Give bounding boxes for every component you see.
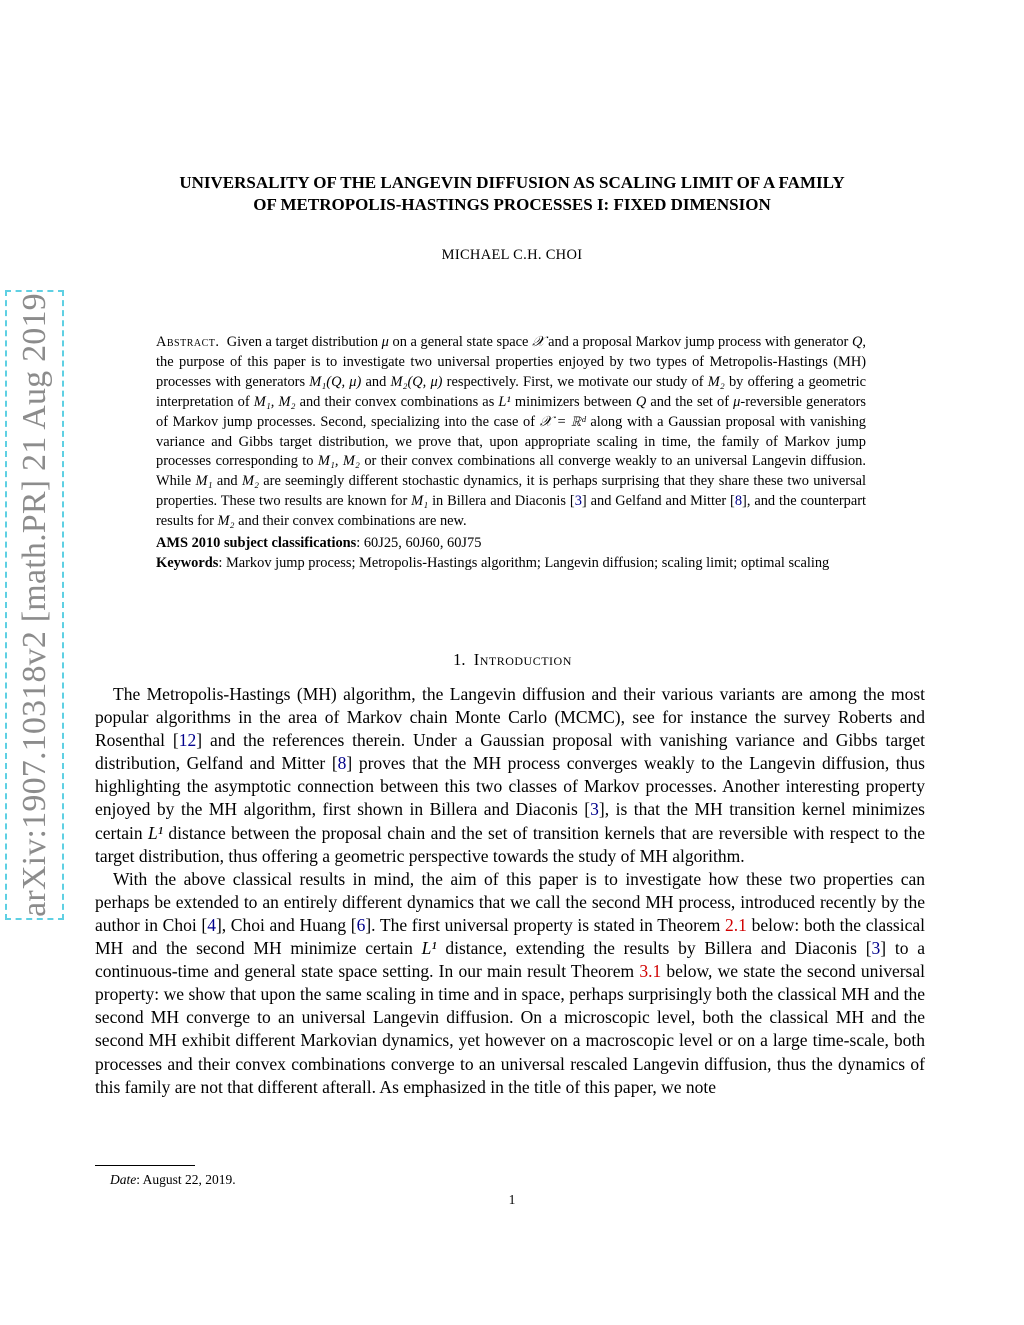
abstract-text-part: and a proposal Markov jump process with generator — [544, 334, 852, 350]
title-line-2: OF METROPOLIS-HASTINGS PROCESSES I: FIXED DIMENSION — [253, 195, 771, 214]
arxiv-identifier: arXiv:1907.10318v2 [math.PR] 21 Aug 2019 — [15, 293, 53, 917]
abstract-text-part: , the purpose of this paper is to investigate two universal properties enjoyed by two types of Metropolis-Hastings (MH) processes with generators — [156, 334, 866, 390]
abstract-text-part: and their convex combinations as — [295, 393, 499, 410]
math-generator-q: Q — [851, 334, 863, 350]
footnote — [110, 1172, 236, 1188]
text-run: ] to a continuous-time and general state space setting. In our main result Theorem — [95, 938, 926, 982]
keywords — [156, 554, 866, 574]
page-number: 1 — [508, 1192, 516, 1207]
citation-link[interactable]: 8 — [337, 753, 347, 774]
theorem-link[interactable]: 3.1 — [639, 961, 662, 982]
author: MICHAEL C.H. CHOI — [441, 247, 583, 263]
math-generator-q: Q — [635, 393, 647, 410]
math-m2: M₂ — [707, 373, 725, 390]
section-heading — [95, 650, 930, 670]
abstract-text-part: and their convex combinations are new. — [234, 513, 467, 530]
citation-link[interactable]: 4 — [207, 914, 216, 935]
arxiv-stamp — [5, 290, 64, 920]
keywords-value: : Markov jump process; Metropolis-Hastings algorithm; Langevin diffusion; scaling limit; optimal scaling — [218, 554, 830, 571]
section-title: Introduction — [473, 650, 572, 669]
citation-link[interactable]: 12 — [178, 730, 197, 751]
paragraph — [95, 868, 925, 1099]
abstract — [156, 333, 866, 574]
text-run: below: both the classical MH and the second MH minimize certain — [95, 914, 925, 959]
math-rd: 𝒳 = ℝᵈ — [539, 413, 586, 430]
math-m1: M₁ — [411, 493, 429, 510]
math-mu: μ — [381, 334, 389, 350]
math-state-space: 𝒳 — [532, 334, 545, 350]
abstract-label: Abstract. — [156, 334, 220, 350]
title-line-1: UNIVERSALITY OF THE LANGEVIN DIFFUSION AS SCALING LIMIT OF A FAMILY — [179, 173, 845, 192]
abstract-text-part: or their convex combinations all converge weakly to an universal Langevin diffusion. While — [156, 453, 866, 490]
footnote-value: : August 22, 2019. — [136, 1172, 236, 1187]
math-m2: M₂(Q, μ) — [390, 373, 443, 390]
citation-link[interactable]: 3 — [574, 493, 582, 510]
section-number: 1. — [453, 650, 466, 669]
abstract-text-part: on a general state space — [388, 334, 533, 350]
keywords-label: Keywords — [156, 554, 219, 571]
abstract-text-part: and the set of — [646, 393, 734, 410]
abstract-text-part: and — [361, 373, 391, 390]
citation-link[interactable]: 6 — [356, 914, 366, 935]
citation-link[interactable]: 3 — [590, 799, 599, 820]
text-run: ] and the references therein. Under a Gaussian proposal with vanishing variance and Gibbs target distribution, Gelfand and Mitter [ — [95, 730, 925, 774]
math-mu: μ — [733, 393, 741, 410]
abstract-text-part: Given a target distribution — [226, 334, 382, 350]
introduction-body — [95, 683, 925, 1099]
footnote-rule — [95, 1165, 195, 1166]
theorem-link[interactable]: 2.1 — [725, 914, 747, 935]
abstract-text-part: by offering a geometric interpretation of — [156, 373, 866, 410]
text-run: distance, extending the results by Billera and Diaconis [ — [436, 938, 872, 959]
abstract-text-part: and — [212, 473, 242, 490]
abstract-text-part: ] and Gelfand and Mitter [ — [581, 493, 735, 510]
citation-link[interactable]: 3 — [871, 938, 881, 959]
text-run: ], is that the MH transition kernel minimizes certain — [95, 799, 925, 843]
paper-title — [100, 172, 924, 216]
ams-value: : 60J25, 60J60, 60J75 — [356, 535, 482, 552]
abstract-text-part: -reversible generators of Markov jump processes. Second, specializing into the case of — [156, 393, 866, 430]
math-m2: M₂ — [217, 513, 235, 530]
text-run: ], Choi and Huang [ — [215, 914, 357, 935]
paragraph — [95, 683, 925, 868]
abstract-text-part: ], and the counterpart results for — [156, 493, 866, 530]
abstract-text — [156, 333, 866, 532]
math-m1-m2: M₁, M₂ — [317, 453, 360, 470]
text-run: The Metropolis-Hastings (MH) algorithm, the Langevin diffusion and their various variants are among the most popular algorithms in the area of Markov chain Monte Carlo (MCMC), see for instance the survey Roberts and Rosenthal [ — [95, 684, 925, 751]
abstract-text-part: in Billera and Diaconis [ — [428, 493, 575, 510]
footnote-label: Date — [110, 1172, 137, 1187]
citation-link[interactable]: 8 — [734, 493, 743, 510]
ams-label: AMS 2010 subject classifications — [156, 535, 357, 552]
text-run: With the above classical results in mind, the aim of this paper is to investigate how these two properties can perhaps be extended to an entirely different dynamics that we call the second MH process, introduced recently by the author in Choi [ — [95, 868, 925, 935]
math-m1: M₁(Q, μ) — [309, 373, 362, 390]
text-run: below, we state the second universal property: we show that upon the same scaling in time and in space, perhaps surprisingly both the classical MH and the second MH converge to an universal Langevin diffusion. On a microscopic level, both the classical MH and the second MH exhibit different Markovian dynamics, yet however on a macroscopic level or on a large time-scale, both processes and their convex combinations converge to an universal rescaled Langevin diffusion, thus the dynamics of this family are not that different afterall. As emphasized in the title of this paper, we note — [95, 961, 925, 1097]
math-l1: L¹ — [148, 822, 163, 843]
math-m1-m2: M₁, M₂ — [253, 393, 296, 410]
abstract-text-part: are seemingly different stochastic dynamics, it is perhaps surprising that they share these two universal properties. These two results are known for — [156, 473, 866, 510]
math-l1: L¹ — [498, 393, 511, 410]
abstract-text-part: respectively. First, we motivate our study of — [442, 373, 708, 390]
math-l1: L¹ — [421, 938, 437, 959]
math-m1: M₁ — [195, 473, 213, 490]
text-run: distance between the proposal chain and the set of transition kernels that are reversible with respect to the target distribution, thus offering a geometric perspective towards the study of MH algorithm. — [95, 822, 925, 866]
math-m2: M₂ — [241, 473, 259, 490]
text-run: ]. The first universal property is stated in Theorem — [365, 914, 726, 935]
ams-classifications — [156, 534, 866, 554]
abstract-text-part: along with a Gaussian proposal with vanishing variance and Gibbs target distribution, we prove that, upon appropriate scaling in time, the family of Markov jump processes corresponding to — [156, 413, 866, 470]
abstract-text-part: minimizers between — [510, 393, 636, 410]
text-run: ] proves that the MH process converges weakly to the Langevin diffusion, thus highlighting the asymptotic connection between this two classes of Markov processes. Another interesting property enjoyed by the MH algorithm, first shown in Billera and Diaconis [ — [95, 753, 925, 820]
